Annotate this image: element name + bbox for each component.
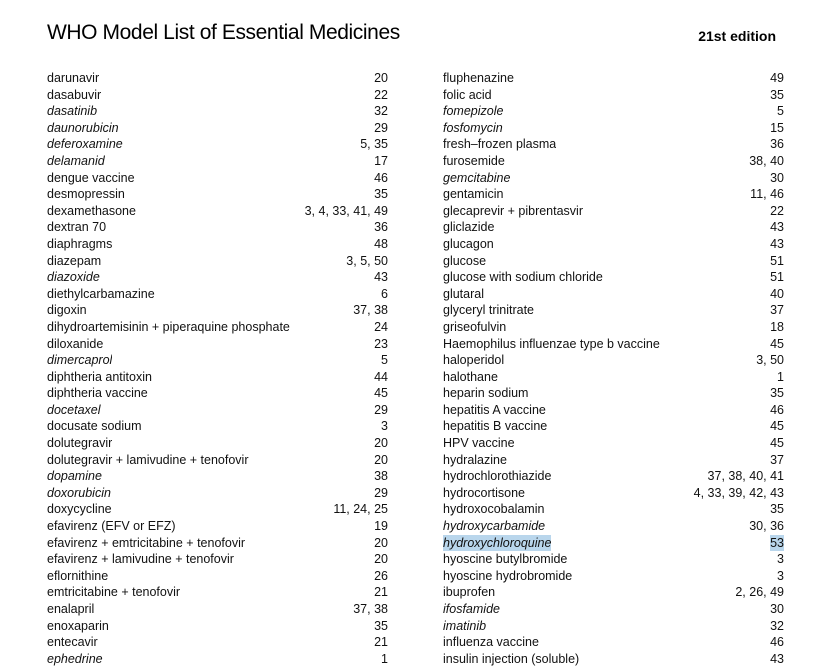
page-numbers: 35 [770, 386, 784, 401]
index-entry [47, 136, 388, 153]
medicine-name: efavirenz + lamivudine + tenofovir [47, 552, 234, 567]
medicine-name: hydroxocobalamin [443, 502, 545, 517]
index-entry [47, 535, 388, 552]
page-numbers: 45 [374, 386, 388, 401]
medicine-name: griseofulvin [443, 319, 507, 334]
medicine-name: furosemide [443, 153, 505, 168]
page-numbers: 22 [770, 203, 784, 218]
page-numbers: 43 [374, 270, 388, 285]
page-numbers: 46 [770, 402, 784, 417]
medicine-name: hydrochlorothiazide [443, 469, 552, 484]
index-entry [47, 601, 388, 618]
medicine-name: glucagon [443, 236, 494, 251]
page-numbers: 17 [374, 153, 388, 168]
page-numbers: 35 [374, 187, 388, 202]
page-numbers: 35 [374, 618, 388, 633]
medicine-name: digoxin [47, 303, 87, 318]
index-entry [443, 601, 784, 618]
page-numbers: 24 [374, 319, 388, 334]
index-entry [443, 302, 784, 319]
index-entry [443, 87, 784, 104]
page-numbers: 30 [770, 170, 784, 185]
medicine-name: hepatitis B vaccine [443, 419, 548, 434]
page-numbers: 35 [770, 502, 784, 517]
medicine-name: glecaprevir + pibrentasvir [443, 203, 583, 218]
page-numbers: 30 [770, 602, 784, 616]
page-numbers: 48 [374, 236, 388, 251]
index-entry [47, 336, 388, 353]
page-numbers: 43 [770, 220, 784, 235]
medicine-name: dihydroartemisinin + piperaquine phosphate [47, 319, 290, 334]
medicine-name: dasatinib [47, 104, 98, 119]
page-numbers: 3, 5, 50 [346, 253, 388, 268]
page-numbers: 43 [770, 651, 784, 666]
medicine-name: glucose [443, 253, 487, 268]
medicine-name: gentamicin [443, 187, 504, 202]
medicine-name: influenza vaccine [443, 635, 539, 650]
page-numbers: 5, 35 [360, 137, 388, 152]
page-numbers: 3 [381, 419, 388, 434]
index-entry [443, 203, 784, 220]
index-entry [47, 369, 388, 386]
page-numbers: 2, 26, 49 [735, 585, 784, 600]
medicine-name: dextran 70 [47, 220, 107, 235]
index-entry [443, 568, 784, 585]
medicine-name: hydroxycarbamide [443, 519, 546, 534]
medicine-name: folic acid [443, 87, 492, 102]
index-entry [47, 120, 388, 137]
medicine-name: HPV vaccine [443, 436, 515, 451]
index-entry [443, 120, 784, 137]
index-entry [47, 468, 388, 485]
medicine-name: ephedrine [47, 651, 103, 666]
page-numbers: 32 [374, 104, 388, 119]
medicine-name: glucose with sodium chloride [443, 270, 603, 285]
medicine-name: efavirenz (EFV or EFZ) [47, 519, 176, 534]
index-entry [47, 319, 388, 336]
page-numbers: 43 [770, 236, 784, 251]
page-numbers: 5 [777, 104, 784, 119]
index-entry [47, 385, 388, 402]
medicine-name: hepatitis A vaccine [443, 402, 546, 417]
edition-label: 21st edition [698, 28, 776, 44]
page-numbers: 26 [374, 568, 388, 583]
index-entry [443, 485, 784, 502]
medicine-name: dolutegravir [47, 436, 113, 451]
index-entry [47, 269, 388, 286]
medicine-name: halothane [443, 369, 498, 384]
index-entry [443, 352, 784, 369]
medicine-name: haloperidol [443, 353, 505, 368]
page-numbers: 3, 50 [756, 353, 784, 368]
page-numbers: 20 [374, 535, 388, 550]
page-numbers: 45 [770, 336, 784, 351]
index-entry [47, 236, 388, 253]
index-entry [443, 385, 784, 402]
medicine-name: daunorubicin [47, 120, 119, 135]
index-entry [47, 87, 388, 104]
page-numbers: 21 [374, 635, 388, 650]
page-numbers: 38 [374, 469, 388, 484]
page-numbers: 29 [374, 402, 388, 417]
medicine-name: enalapril [47, 602, 95, 616]
index-entry [443, 103, 784, 120]
medicine-name: fomepizole [443, 104, 504, 119]
page-numbers: 45 [770, 436, 784, 451]
page-numbers: 45 [770, 419, 784, 434]
index-entry [443, 468, 784, 485]
page-numbers: 15 [770, 120, 784, 135]
index-entry [47, 170, 388, 187]
index-entry [47, 435, 388, 452]
page-numbers: 37, 38, 40, 41 [707, 469, 784, 484]
page-numbers: 37 [770, 452, 784, 467]
page-numbers: 37, 38 [353, 303, 388, 318]
medicine-name: diazepam [47, 253, 102, 268]
index-entry [47, 253, 388, 270]
index-entry [47, 103, 388, 120]
index-entry [47, 286, 388, 303]
index-entry [47, 634, 388, 651]
page-numbers: 20 [374, 71, 388, 85]
index-entry [47, 651, 388, 668]
page-numbers: 1 [381, 651, 388, 666]
medicine-name: Haemophilus influenzae type b vaccine [443, 336, 660, 351]
page-numbers: 36 [770, 137, 784, 152]
index-entry [443, 336, 784, 353]
medicine-name: fresh–frozen plasma [443, 137, 557, 152]
medicine-name: insulin injection (soluble) [443, 651, 580, 666]
index-entry [443, 369, 784, 386]
page-numbers: 46 [770, 635, 784, 650]
page-numbers: 29 [374, 485, 388, 500]
index-column-right [443, 70, 784, 667]
medicine-name: diloxanide [47, 336, 104, 351]
page-numbers: 44 [374, 369, 388, 384]
index-entry [47, 501, 388, 518]
index-entry [443, 501, 784, 518]
medicine-name: fluphenazine [443, 71, 514, 85]
medicine-name: ibuprofen [443, 585, 496, 600]
medicine-name: dengue vaccine [47, 170, 135, 185]
medicine-name: diphtheria vaccine [47, 386, 148, 401]
index-entry [443, 634, 784, 651]
medicine-name: emtricitabine + tenofovir [47, 585, 181, 600]
page-title: WHO Model List of Essential Medicines [47, 21, 400, 44]
index-entry [443, 253, 784, 270]
index-entry [47, 153, 388, 170]
index-entry [443, 236, 784, 253]
index-entry [47, 203, 388, 220]
medicine-name: diphtheria antitoxin [47, 369, 152, 384]
index-entry [47, 452, 388, 469]
index-entry [47, 618, 388, 635]
page-numbers: 18 [770, 319, 784, 334]
page-numbers: 51 [770, 253, 784, 268]
page-numbers: 22 [374, 87, 388, 102]
medicine-name: glyceryl trinitrate [443, 303, 534, 318]
index-entry [443, 153, 784, 170]
index-entry [47, 485, 388, 502]
medicine-name: dolutegravir + lamivudine + tenofovir [47, 452, 249, 467]
medicine-name: hydralazine [443, 452, 507, 467]
index-entry [47, 568, 388, 585]
page-numbers: 32 [770, 618, 784, 633]
page-numbers: 11, 24, 25 [333, 502, 388, 517]
medicine-name: delamanid [47, 153, 105, 168]
page-numbers: 11, 46 [750, 187, 784, 202]
index-entry [443, 418, 784, 435]
medicine-name: hydrocortisone [443, 485, 525, 500]
page-numbers: 30, 36 [749, 519, 784, 534]
medicine-name: doxorubicin [47, 485, 111, 500]
page-numbers: 3 [777, 568, 784, 583]
medicine-name: doxycycline [47, 502, 112, 517]
page-numbers: 5 [381, 353, 388, 368]
index-entry [47, 70, 388, 87]
index-entry [443, 584, 784, 601]
page-numbers: 49 [770, 71, 784, 85]
medicine-name: diaphragms [47, 236, 113, 251]
page-numbers: 35 [770, 87, 784, 102]
index-entry [443, 286, 784, 303]
medicine-name: ifosfamide [443, 602, 500, 616]
page-numbers: 38, 40 [749, 153, 784, 168]
index-entry [443, 618, 784, 635]
medicine-name: dasabuvir [47, 87, 102, 102]
medicine-name: dexamethasone [47, 203, 136, 218]
page-numbers: 37 [770, 303, 784, 318]
page-numbers: 21 [374, 585, 388, 600]
page-numbers: 51 [770, 270, 784, 285]
medicine-name: dimercaprol [47, 353, 113, 368]
index-entry [443, 435, 784, 452]
page-numbers: 1 [777, 369, 784, 384]
page-numbers: 53 [770, 535, 784, 550]
page-numbers: 3, 4, 33, 41, 49 [304, 203, 388, 218]
medicine-name: hyoscine hydrobromide [443, 568, 573, 583]
medicine-name: fosfomycin [443, 120, 503, 135]
medicine-name: gliclazide [443, 220, 495, 235]
medicine-name: heparin sodium [443, 386, 529, 401]
index-entry [47, 584, 388, 601]
medicine-name: desmopressin [47, 187, 125, 202]
index-entry [443, 269, 784, 286]
page-numbers: 20 [374, 436, 388, 451]
index-entry [443, 551, 784, 568]
page-numbers: 4, 33, 39, 42, 43 [693, 485, 784, 500]
medicine-name: diazoxide [47, 270, 100, 285]
index-entry [443, 651, 784, 668]
medicine-name: enoxaparin [47, 618, 109, 633]
page-numbers: 19 [374, 519, 388, 534]
medicine-name: diethylcarbamazine [47, 286, 155, 301]
page-numbers: 20 [374, 452, 388, 467]
index-entry [47, 352, 388, 369]
page-numbers: 40 [770, 286, 784, 301]
page-numbers: 29 [374, 120, 388, 135]
medicine-name: imatinib [443, 618, 487, 633]
medicine-name: docetaxel [47, 402, 101, 417]
medicine-name: gemcitabine [443, 170, 511, 185]
index-entry [443, 136, 784, 153]
medicine-name: eflornithine [47, 568, 109, 583]
index-column-left [47, 70, 388, 667]
page-numbers: 3 [777, 552, 784, 567]
page-numbers: 6 [381, 286, 388, 301]
page-numbers: 37, 38 [353, 602, 388, 616]
index-entry [443, 219, 784, 236]
index-entry [443, 535, 784, 552]
page-numbers: 20 [374, 552, 388, 567]
index-entry [443, 319, 784, 336]
index-entry [443, 170, 784, 187]
index-entry [47, 402, 388, 419]
index-entry [47, 302, 388, 319]
medicine-name: dopamine [47, 469, 102, 484]
index-entry [47, 186, 388, 203]
index-entry [47, 551, 388, 568]
index-entry [443, 402, 784, 419]
medicine-name: docusate sodium [47, 419, 142, 434]
index-entry [47, 518, 388, 535]
index-entry [443, 70, 784, 87]
medicine-name: hyoscine butylbromide [443, 552, 568, 567]
medicine-name: deferoxamine [47, 137, 123, 152]
index-entry [443, 186, 784, 203]
medicine-name: hydroxychloroquine [443, 535, 552, 550]
medicine-name: darunavir [47, 71, 100, 85]
index-entry [47, 219, 388, 236]
index-entry [443, 452, 784, 469]
page-numbers: 23 [374, 336, 388, 351]
page-numbers: 36 [374, 220, 388, 235]
page-numbers: 46 [374, 170, 388, 185]
medicine-name: efavirenz + emtricitabine + tenofovir [47, 535, 246, 550]
medicine-name: entecavir [47, 635, 98, 650]
index-entry [443, 518, 784, 535]
index-entry [47, 418, 388, 435]
medicine-name: glutaral [443, 286, 484, 301]
